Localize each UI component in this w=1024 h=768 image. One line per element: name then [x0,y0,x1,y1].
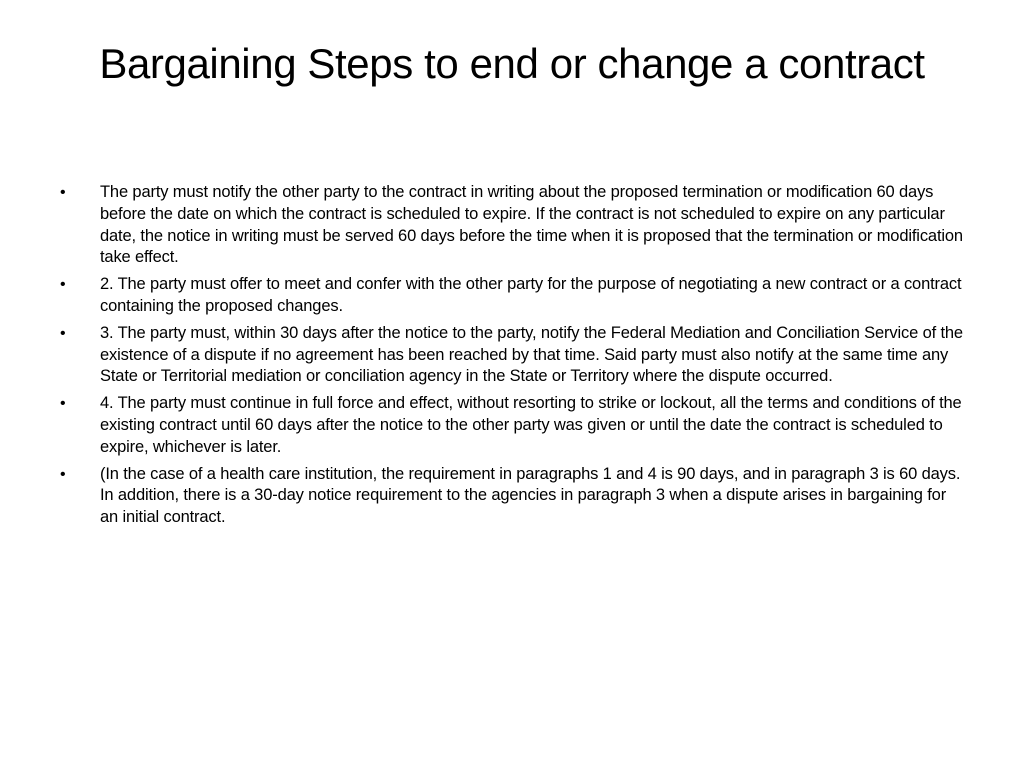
bullet-item-4 [60,393,968,458]
bullet-text-4: 4. The party must continue in full force and effect, without resorting to strike or lockout, all the terms and conditions of the existing contract until 60 days after the notice to the other party was given or until the date the contract is scheduled to expire, whichever is later. [100,394,962,456]
bullet-item-3 [60,323,968,388]
bullet-icon: • [60,184,66,201]
bullet-text-3: 3. The party must, within 30 days after the notice to the party, notify the Federal Mediation and Conciliation Service of the existence of a dispute if no agreement has been reached by that time. Said party must also notify at the same time any State or Territorial mediation or conciliation agency in the State or Territory where the dispute occurred. [100,323,963,386]
bullet-item-1 [60,182,968,269]
bullet-item-5 [60,464,968,529]
bullet-icon: • [60,276,66,294]
bullet-icon: • [60,395,66,413]
slide-title: Bargaining Steps to end or change a contract [99,40,925,87]
bullet-list [60,182,968,534]
bullet-text-2: 2. The party must offer to meet and confer with the other party for the purpose of negotiating a new contract or a contract containing the proposed changes. [100,275,962,315]
bullet-item-2 [60,274,968,318]
bullet-text-1: The party must notify the other party to the contract in writing about the proposed termination or modification 60 days before the date on which the contract is scheduled to expire. If the contract is not scheduled to expire on any particular date, the notice in writing must be served 60 days before the time when it is proposed that the termination or modification take effect. [100,183,963,267]
bullet-text-5: (In the case of a health care institution, the requirement in paragraphs 1 and 4 is 90 days, and in paragraph 3 is 60 days. In addition, there is a 30-day notice requirement to the agencies in paragraph 3 when a dispute arises in bargaining for an initial contract. [100,464,961,527]
bullet-icon: • [60,324,66,342]
bullet-icon: • [60,465,66,483]
